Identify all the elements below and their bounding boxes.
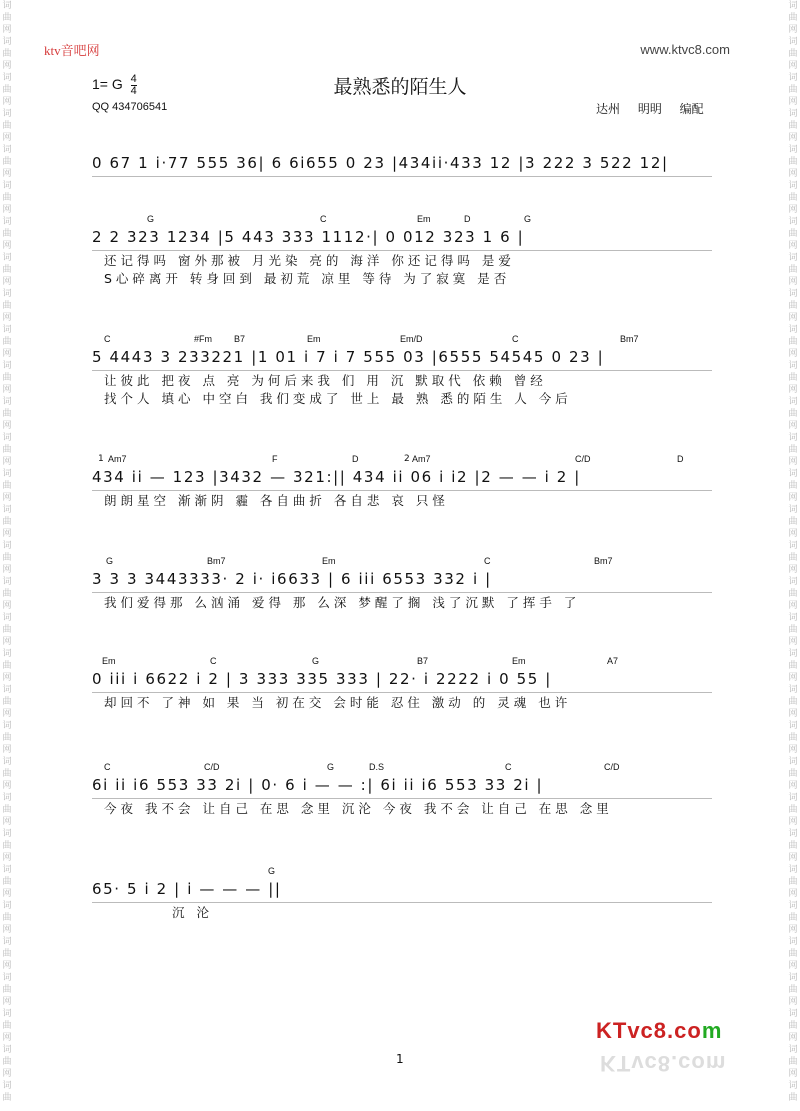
- watermark-glyph: 网: [2, 925, 12, 935]
- watermark-glyph: 网: [788, 673, 798, 683]
- watermark-glyph: 曲: [2, 481, 12, 491]
- chord-label: C: [104, 762, 111, 772]
- site-logo[interactable]: ktv音吧网: [44, 43, 100, 58]
- watermark-glyph: 词: [788, 613, 798, 623]
- watermark-glyph: 词: [2, 145, 12, 155]
- watermark-glyph: 曲: [2, 193, 12, 203]
- chord-row: [92, 140, 712, 154]
- watermark-glyph: 词: [2, 973, 12, 983]
- watermark-glyph: 曲: [2, 877, 12, 887]
- watermark-glyph: 曲: [2, 301, 12, 311]
- watermark-glyph: 曲: [788, 1021, 798, 1031]
- watermark-glyph: 网: [2, 457, 12, 467]
- chord-label: G: [312, 656, 320, 666]
- chord-label: C/D: [604, 762, 620, 772]
- watermark-glyph: 词: [2, 865, 12, 875]
- notation-row: 3 3 3 3443333· 2 i· i6633 | 6 iii 6553 332 i |: [92, 570, 712, 593]
- watermark-glyph: 网: [788, 601, 798, 611]
- watermark-glyph: 词: [2, 325, 12, 335]
- watermark-glyph: 词: [788, 1009, 798, 1019]
- watermark-glyph: 网: [2, 25, 12, 35]
- score-system-2: [92, 214, 712, 287]
- watermark-glyph: 词: [788, 829, 798, 839]
- watermark-glyph: 词: [2, 217, 12, 227]
- logo-text: KTvc8.co: [596, 1018, 702, 1043]
- watermark-glyph: 词: [788, 181, 798, 191]
- watermark-glyph: 网: [2, 565, 12, 575]
- chord-label: C: [484, 556, 491, 566]
- watermark-glyph: 网: [788, 457, 798, 467]
- watermark-glyph: 词: [788, 289, 798, 299]
- watermark-glyph: 网: [788, 169, 798, 179]
- watermark-glyph: 网: [2, 97, 12, 107]
- watermark-glyph: 网: [788, 205, 798, 215]
- watermark-glyph: 网: [788, 385, 798, 395]
- notation-row: 6i ii i6 553 33 2i | 0· 6 i — — :| 6i ii i6 553 33 2i |: [92, 776, 712, 799]
- chord-label: D: [464, 214, 471, 224]
- watermark-glyph: 曲: [2, 337, 12, 347]
- watermark-glyph: 网: [2, 421, 12, 431]
- watermark-glyph: 词: [2, 73, 12, 83]
- chord-label: G: [268, 866, 276, 876]
- chord-label: Am7: [108, 454, 127, 464]
- chord-label: G: [147, 214, 155, 224]
- watermark-glyph: 曲: [2, 121, 12, 131]
- watermark-glyph: 网: [2, 709, 12, 719]
- watermark-glyph: 词: [788, 469, 798, 479]
- score-system-3: [92, 334, 712, 407]
- watermark-glyph: 曲: [788, 409, 798, 419]
- lyric-line-1: [92, 177, 712, 195]
- lyric-line-1: 让彼此 把夜 点 亮 为何后来我 们 用 沉 默取代 依赖 曾经: [104, 373, 547, 388]
- watermark-glyph: 曲: [2, 229, 12, 239]
- watermark-glyph: 网: [788, 961, 798, 971]
- lyric-line-1: 朗朗星空 渐渐阴 霾 各自曲折 各自悲 哀 只怪: [104, 493, 449, 508]
- watermark-glyph: 曲: [788, 625, 798, 635]
- watermark-glyph: 曲: [788, 373, 798, 383]
- watermark-glyph: 网: [2, 313, 12, 323]
- watermark-left: [0, 0, 14, 1104]
- notation-text: 434 ii — 123 |3432 — 321:|| 434 ii 06 i i2 |2 — — i 2 |: [92, 468, 581, 486]
- watermark-glyph: 网: [788, 25, 798, 35]
- watermark-glyph: 词: [788, 901, 798, 911]
- site-url[interactable]: www.ktvc8.com: [640, 42, 730, 57]
- watermark-glyph: 词: [2, 649, 12, 659]
- watermark-glyph: 词: [2, 361, 12, 371]
- chord-label: G: [524, 214, 532, 224]
- watermark-glyph: 网: [2, 637, 12, 647]
- watermark-glyph: 曲: [2, 841, 12, 851]
- logo-end: m: [701, 1018, 723, 1043]
- watermark-glyph: 词: [2, 1081, 12, 1091]
- watermark-glyph: 曲: [2, 697, 12, 707]
- chord-label: C: [505, 762, 512, 772]
- score-system-5: [92, 556, 712, 611]
- watermark-glyph: 词: [788, 109, 798, 119]
- watermark-glyph: 曲: [2, 913, 12, 923]
- ktvc8-logo: [596, 1018, 722, 1044]
- watermark-glyph: 网: [788, 745, 798, 755]
- watermark-glyph: 曲: [2, 1057, 12, 1067]
- watermark-glyph: 曲: [788, 877, 798, 887]
- chord-label: G: [327, 762, 335, 772]
- notation-row: 5 4443 3 233221 |1 01 i 7 i 7 555 03 |6555 54545 0 23 |: [92, 348, 712, 371]
- watermark-glyph: 词: [788, 937, 798, 947]
- chord-label: C: [210, 656, 217, 666]
- chord-label: B7: [234, 334, 246, 344]
- watermark-glyph: 曲: [2, 661, 12, 671]
- notation-row: 0 iii i 6622 i 2 | 3 333 335 333 | 22· i 2222 i 0 55 |: [92, 670, 712, 693]
- watermark-glyph: 曲: [2, 49, 12, 59]
- watermark-glyph: 曲: [2, 805, 12, 815]
- watermark-glyph: 曲: [788, 913, 798, 923]
- chord-label: Em/D: [400, 334, 423, 344]
- watermark-glyph: 网: [2, 241, 12, 251]
- watermark-glyph: 曲: [2, 625, 12, 635]
- chord-row: [92, 214, 712, 228]
- watermark-glyph: 曲: [788, 121, 798, 131]
- watermark-glyph: 网: [2, 853, 12, 863]
- qq-number: QQ 434706541: [92, 101, 168, 113]
- watermark-glyph: 网: [788, 709, 798, 719]
- watermark-glyph: 曲: [788, 841, 798, 851]
- watermark-glyph: 网: [2, 1069, 12, 1079]
- watermark-glyph: 曲: [2, 445, 12, 455]
- watermark-glyph: 词: [2, 1009, 12, 1019]
- watermark-glyph: 曲: [788, 805, 798, 815]
- watermark-glyph: 词: [2, 433, 12, 443]
- watermark-glyph: 网: [788, 1069, 798, 1079]
- watermark-glyph: 网: [788, 277, 798, 287]
- watermark-glyph: 词: [788, 541, 798, 551]
- song-title: 最熟悉的陌生人: [333, 76, 467, 98]
- watermark-glyph: 网: [788, 565, 798, 575]
- watermark-glyph: 网: [2, 961, 12, 971]
- watermark-glyph: 曲: [788, 1093, 798, 1103]
- chord-label: A7: [607, 656, 619, 666]
- chord-label: C/D: [575, 454, 591, 464]
- notation-row: 65· 5 i 2 | i — — — ||: [92, 880, 712, 903]
- watermark-glyph: 曲: [788, 229, 798, 239]
- watermark-glyph: 曲: [2, 517, 12, 527]
- time-numerator: 4: [130, 73, 137, 85]
- chord-label: C: [320, 214, 327, 224]
- watermark-glyph: 词: [2, 181, 12, 191]
- chord-label: F: [272, 454, 278, 464]
- watermark-glyph: 曲: [2, 85, 12, 95]
- watermark-glyph: 曲: [788, 733, 798, 743]
- watermark-glyph: 网: [2, 61, 12, 71]
- watermark-glyph: 网: [788, 313, 798, 323]
- chord-row: [92, 656, 712, 670]
- chord-label: Em: [102, 656, 116, 666]
- watermark-glyph: 曲: [2, 553, 12, 563]
- watermark-glyph: 词: [2, 37, 12, 47]
- watermark-glyph: 网: [2, 205, 12, 215]
- chord-label: Am7: [412, 454, 431, 464]
- watermark-glyph: 词: [2, 1045, 12, 1055]
- watermark-glyph: 曲: [788, 985, 798, 995]
- watermark-glyph: 词: [2, 901, 12, 911]
- watermark-glyph: 词: [788, 721, 798, 731]
- watermark-glyph: 词: [2, 289, 12, 299]
- watermark-glyph: 词: [2, 757, 12, 767]
- watermark-glyph: 词: [788, 1081, 798, 1091]
- watermark-glyph: 网: [2, 781, 12, 791]
- watermark-glyph: 曲: [2, 1093, 12, 1103]
- watermark-glyph: 曲: [788, 445, 798, 455]
- watermark-glyph: 词: [788, 433, 798, 443]
- chord-label: G: [106, 556, 114, 566]
- lyric-line-2: 找个人 填心 中空白 我们变成了 世上 最 熟 悉的陌生 人 今后: [104, 391, 572, 406]
- watermark-glyph: 词: [2, 577, 12, 587]
- watermark-glyph: 网: [788, 781, 798, 791]
- chord-row: [92, 762, 712, 776]
- watermark-glyph: 网: [788, 1033, 798, 1043]
- lyric-line-1: 沉 沦: [172, 905, 213, 920]
- watermark-glyph: 词: [788, 1, 798, 11]
- page-number: 1: [396, 1052, 404, 1066]
- chord-label: #Fm: [194, 334, 212, 344]
- watermark-glyph: 曲: [788, 49, 798, 59]
- watermark-glyph: 曲: [788, 481, 798, 491]
- watermark-glyph: 网: [788, 529, 798, 539]
- chord-label: D: [677, 454, 684, 464]
- watermark-glyph: 曲: [2, 985, 12, 995]
- watermark-glyph: 网: [2, 529, 12, 539]
- chord-row: [92, 454, 712, 468]
- watermark-glyph: 曲: [2, 733, 12, 743]
- chord-label: Em: [417, 214, 431, 224]
- watermark-glyph: 词: [788, 397, 798, 407]
- watermark-glyph: 网: [788, 421, 798, 431]
- ktvc8-logo-reflection: KTvc8.com: [600, 1051, 727, 1076]
- lyric-line-1: 今夜 我不会 让自己 在思 念里 沉沦 今夜 我不会 让自己 在思 念里: [104, 801, 613, 816]
- watermark-glyph: 网: [788, 817, 798, 827]
- watermark-glyph: 曲: [2, 373, 12, 383]
- watermark-glyph: 网: [788, 493, 798, 503]
- watermark-glyph: 网: [2, 889, 12, 899]
- watermark-glyph: 曲: [788, 13, 798, 23]
- watermark-glyph: 网: [2, 601, 12, 611]
- watermark-glyph: 曲: [788, 769, 798, 779]
- watermark-glyph: 网: [2, 349, 12, 359]
- notation-row: 0 67 1 i·77 555 36| 6 6i655 0 23 |434ii·433 12 |3 222 3 522 12|: [92, 154, 712, 177]
- watermark-glyph: 网: [2, 673, 12, 683]
- watermark-glyph: 网: [788, 925, 798, 935]
- chord-label: D.S: [369, 762, 385, 772]
- watermark-glyph: 词: [2, 397, 12, 407]
- watermark-glyph: 词: [788, 217, 798, 227]
- arranger-credit: 达州 明明 编配: [596, 102, 704, 116]
- watermark-glyph: 曲: [788, 265, 798, 275]
- watermark-glyph: 曲: [788, 301, 798, 311]
- chord-row: [92, 866, 712, 880]
- chord-label: D: [352, 454, 359, 464]
- watermark-right: [786, 0, 800, 1104]
- watermark-glyph: 词: [2, 109, 12, 119]
- watermark-glyph: 网: [788, 349, 798, 359]
- watermark-glyph: 曲: [788, 589, 798, 599]
- watermark-glyph: 词: [788, 325, 798, 335]
- watermark-glyph: 网: [2, 493, 12, 503]
- watermark-glyph: 网: [2, 997, 12, 1007]
- watermark-glyph: 曲: [788, 661, 798, 671]
- watermark-glyph: 曲: [788, 193, 798, 203]
- volta-1-label: 1: [98, 454, 106, 464]
- watermark-glyph: 网: [788, 133, 798, 143]
- watermark-glyph: 曲: [788, 1057, 798, 1067]
- chord-row: [92, 334, 712, 348]
- watermark-glyph: 曲: [2, 589, 12, 599]
- watermark-glyph: 词: [2, 505, 12, 515]
- chord-label: Bm7: [207, 556, 226, 566]
- watermark-glyph: 词: [2, 685, 12, 695]
- watermark-glyph: 曲: [2, 265, 12, 275]
- chord-label: Bm7: [594, 556, 613, 566]
- lyric-line-1: 却回不 了神 如 果 当 初在交 会时能 忍住 激动 的 灵魂 也许: [104, 695, 572, 710]
- watermark-glyph: 网: [2, 133, 12, 143]
- watermark-glyph: 网: [788, 889, 798, 899]
- watermark-glyph: 词: [2, 541, 12, 551]
- watermark-glyph: 词: [788, 361, 798, 371]
- lyric-line-2: S心碎离开 转身回到 最初荒 凉里 等待 为了寂寞 是否: [104, 271, 511, 286]
- watermark-glyph: 曲: [788, 337, 798, 347]
- watermark-glyph: 曲: [788, 85, 798, 95]
- time-denominator: 4: [130, 85, 137, 97]
- watermark-glyph: 网: [2, 1033, 12, 1043]
- watermark-glyph: 曲: [2, 1021, 12, 1031]
- watermark-glyph: 词: [788, 649, 798, 659]
- score-system-4: [92, 454, 712, 509]
- score-system-6: [92, 656, 712, 711]
- chord-label: B7: [417, 656, 429, 666]
- watermark-glyph: 曲: [788, 553, 798, 563]
- watermark-glyph: 网: [788, 61, 798, 71]
- watermark-glyph: 曲: [788, 697, 798, 707]
- watermark-glyph: 网: [788, 97, 798, 107]
- watermark-glyph: 曲: [2, 13, 12, 23]
- watermark-glyph: 网: [2, 385, 12, 395]
- watermark-glyph: 曲: [2, 157, 12, 167]
- watermark-glyph: 词: [788, 577, 798, 587]
- chord-label: C: [512, 334, 519, 344]
- watermark-glyph: 词: [788, 1045, 798, 1055]
- watermark-glyph: 网: [788, 853, 798, 863]
- lyric-line-1: 我们爱得那 么汹涌 爱得 那 么深 梦醒了搁 浅了沉默 了挥手 了: [104, 595, 581, 610]
- score-system-8: [92, 866, 712, 921]
- watermark-glyph: 词: [2, 1, 12, 11]
- watermark-glyph: 词: [2, 721, 12, 731]
- watermark-glyph: 网: [2, 169, 12, 179]
- watermark-glyph: 词: [788, 793, 798, 803]
- watermark-glyph: 词: [2, 793, 12, 803]
- lyric-line-1: 还记得吗 窗外那被 月光染 亮的 海洋 你还记得吗 是爱: [104, 253, 515, 268]
- watermark-glyph: 词: [2, 613, 12, 623]
- watermark-glyph: 词: [788, 37, 798, 47]
- watermark-glyph: 词: [788, 145, 798, 155]
- watermark-glyph: 曲: [2, 949, 12, 959]
- chord-label: C/D: [204, 762, 220, 772]
- watermark-glyph: 词: [2, 937, 12, 947]
- watermark-glyph: 词: [2, 829, 12, 839]
- watermark-glyph: 词: [788, 973, 798, 983]
- chord-row: [92, 556, 712, 570]
- watermark-glyph: 网: [2, 817, 12, 827]
- watermark-glyph: 曲: [2, 769, 12, 779]
- watermark-glyph: 曲: [788, 517, 798, 527]
- watermark-glyph: 词: [788, 253, 798, 263]
- score-system-1: [92, 140, 712, 195]
- watermark-glyph: 词: [788, 685, 798, 695]
- watermark-glyph: 词: [788, 73, 798, 83]
- watermark-glyph: 词: [2, 253, 12, 263]
- watermark-glyph: 网: [788, 637, 798, 647]
- watermark-glyph: 词: [788, 865, 798, 875]
- chord-label: Em: [307, 334, 321, 344]
- score-system-7: [92, 762, 712, 817]
- chord-label: C: [104, 334, 111, 344]
- notation-row: 2 2 323 1234 |5 443 333 1112·| 0 012 323 1 6 |: [92, 228, 712, 251]
- watermark-glyph: 网: [2, 745, 12, 755]
- watermark-glyph: 网: [2, 277, 12, 287]
- watermark-glyph: 网: [788, 241, 798, 251]
- watermark-glyph: 曲: [788, 157, 798, 167]
- key-label: 1= G: [92, 76, 123, 93]
- watermark-glyph: 词: [788, 505, 798, 515]
- chord-label: Em: [512, 656, 526, 666]
- watermark-glyph: 曲: [788, 949, 798, 959]
- volta-2-label: 2: [404, 454, 412, 464]
- chord-label: Bm7: [620, 334, 639, 344]
- watermark-glyph: 词: [2, 469, 12, 479]
- watermark-glyph: 曲: [2, 409, 12, 419]
- watermark-glyph: 网: [788, 997, 798, 1007]
- chord-label: Em: [322, 556, 336, 566]
- watermark-glyph: 词: [788, 757, 798, 767]
